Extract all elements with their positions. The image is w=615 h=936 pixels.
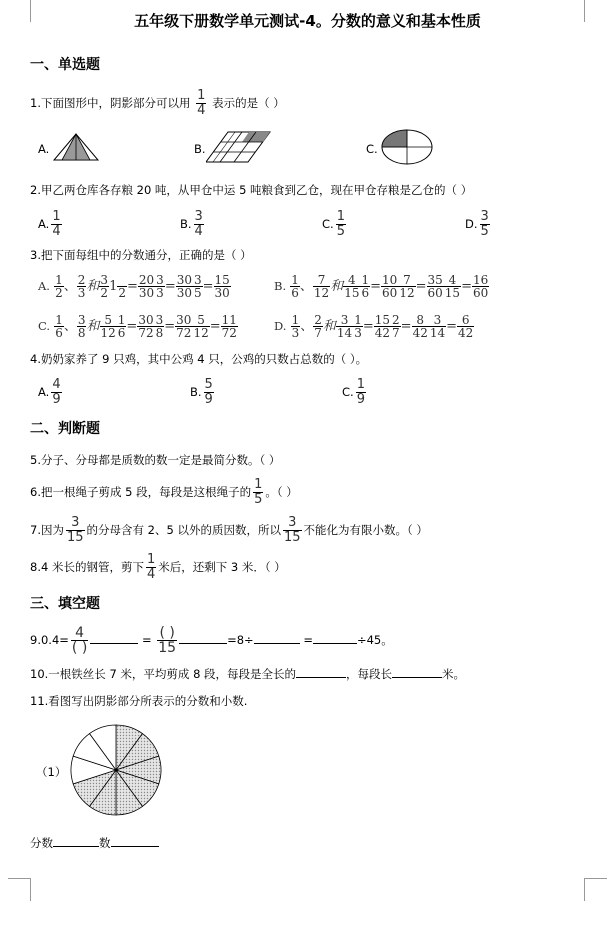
q2-option-a[interactable]: A. $\frac{1}{4}$ [38, 209, 61, 239]
question-3: 3.把下面每组中的分数通分，正确的是（ ） [30, 248, 252, 262]
q9-blank-2[interactable] [179, 631, 227, 644]
q1-text: 1.下面图形中，阴影部分可以用 [30, 96, 191, 110]
section-heading-single-choice: 一、单选题 [30, 57, 100, 73]
q4-option-c[interactable]: C. $\frac{1}{9}$ [342, 377, 365, 407]
q1-fraction: $\frac{1}{4}$ [197, 88, 206, 118]
q2-option-b[interactable]: B. $\frac{3}{4}$ [180, 209, 203, 239]
shaded-circle-figure [68, 722, 164, 818]
q3-option-b[interactable]: B. $\frac{1}{6}$ 、 $\frac{7}{12}$ 和 $\frac{4}{15}$ $\frac{1}{6}$ = $\frac{10}{60}$ $\frac{7}{12}$ = $\frac{35}{60}$ $\frac{4}{15}$ = $\frac{16}{60}$ [274, 273, 489, 300]
q11-sub-label: （1） [36, 765, 67, 779]
question-6: 6.把一根绳子剪成 5 段，每段是这根绳子的 $\frac{1}{5}$ 。（ ） [30, 477, 298, 507]
section-heading-true-false: 二、判断题 [30, 421, 100, 437]
q11-answer-line: 分数 数 [30, 834, 159, 851]
q3-option-d[interactable]: D. $\frac{1}{3}$ 、 $\frac{2}{7}$ 和 $\frac{3}{14}$ $\frac{1}{3}$ = $\frac{15}{42}$ $\frac{2}{7}$ = $\frac{8}{42}$ $\frac{3}{14}$ = $\frac{6}{42}$ [274, 313, 474, 340]
question-2: 2.甲乙两仓库各存粮 20 吨，从甲仓中运 5 吨粮食到乙仓，现在甲仓存粮是乙仓的（ ） [30, 183, 473, 197]
question-5: 5.分子、分母都是质数的数一定是最简分数。（ ） [30, 453, 281, 467]
ellipse-figure [380, 128, 434, 166]
question-1 [30, 89, 285, 118]
q10-blank-1[interactable] [296, 665, 346, 678]
q4-option-a[interactable]: A. $\frac{4}{9}$ [38, 377, 61, 407]
question-10: 10.一根铁丝长 7 米，平均剪成 8 段，每段是全长的 ，每段长 米。 [30, 667, 466, 681]
question-9: 9.0.4= $\frac{4}{( )}$ = $\frac{( )}{15}$ =8÷ = ÷45。 [30, 625, 393, 656]
corner-mark-bottom-right [584, 878, 607, 901]
q3-option-c[interactable]: C. $\frac{1}{6}$ 、 $\frac{3}{8}$ 和 $\frac{5}{12}$ $\frac{1}{6}$ = $\frac{30}{72}$ $\frac{3}{8}$ = $\frac{30}{72}$ $\frac{5}{12}$ = $\frac{11}{72}$ [38, 313, 237, 340]
q11-fraction-blank[interactable] [53, 834, 99, 847]
q10-blank-2[interactable] [392, 665, 442, 678]
q3-option-a[interactable]: A. $\frac{1}{2}$ 、 $\frac{2}{3}$ 和 $\frac{3}{2}$ 1 2 = $\frac{20}{30}$ $\frac{3}{3}$ = $\frac{30}{30}$ $\frac{3}{5}$ = $\frac{15}{30}$ [38, 273, 230, 300]
q1-option-b-label[interactable]: B. [194, 142, 206, 156]
q11-decimal-blank[interactable] [111, 834, 159, 847]
page-title: 五年级下册数学单元测试-4。分数的意义和基本性质 [134, 12, 481, 30]
question-4: 4.奶奶家养了 9 只鸡，其中公鸡 4 只，公鸡的只数占总数的（ ）。 [30, 352, 368, 366]
q1-option-a-label[interactable]: A. [38, 142, 50, 156]
q9-blank-1[interactable] [90, 631, 138, 644]
corner-mark-bottom-left [8, 878, 31, 901]
q9-blank-3[interactable] [254, 631, 300, 644]
question-7: 7.因为 $\frac{3}{15}$ 的分母含有 2、5 以外的质因数，所以 $\frac{3}{15}$ 不能化为有限小数。（ ） [30, 515, 428, 545]
section-heading-fill-in: 三、填空题 [30, 596, 100, 612]
q2-option-c[interactable]: C. $\frac{1}{5}$ [322, 209, 345, 239]
question-8: 8.4 米长的钢管，剪下 $\frac{1}{4}$ 米后，还剩下 3 米．（ ） [30, 552, 286, 582]
triangle-figure [52, 132, 100, 162]
q9-blank-4[interactable] [313, 631, 357, 644]
question-11: 11.看图写出阴影部分所表示的分数和小数. [30, 694, 248, 708]
q4-option-b[interactable]: B. $\frac{5}{9}$ [190, 377, 213, 407]
q2-option-d[interactable]: D. $\frac{3}{5}$ [465, 209, 489, 239]
parallelogram-figure [206, 130, 272, 164]
q1-text-post: 表示的是（ ） [212, 96, 285, 110]
q1-option-c-label[interactable]: C. [366, 142, 378, 156]
